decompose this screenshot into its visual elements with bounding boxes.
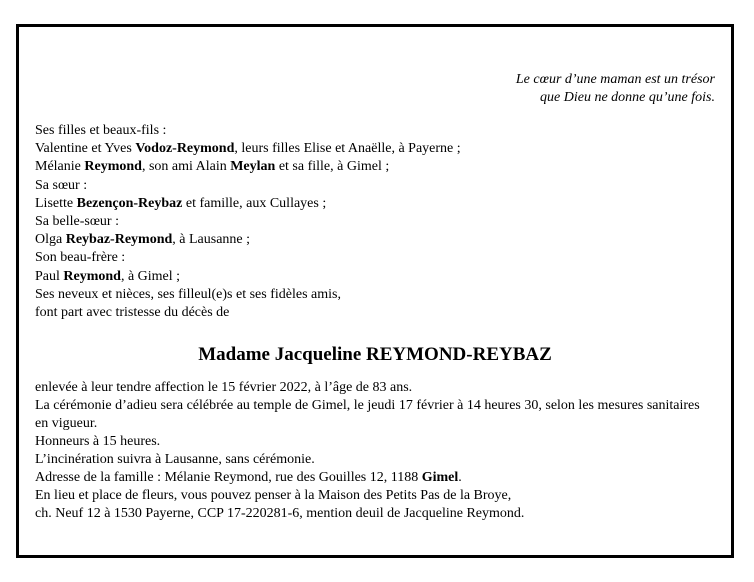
- surname: Vodoz-Reymond: [135, 141, 235, 157]
- details-line: L’incinération suivra à Lausanne, sans cérémonie.: [35, 452, 315, 467]
- text: Olga: [35, 232, 66, 248]
- family-announcement: [35, 122, 461, 322]
- ceremony-details: [35, 379, 715, 523]
- family-line: Sa belle-sœur :: [35, 214, 119, 230]
- text: et famille, aux Cullayes ;: [182, 195, 327, 211]
- surname: Reymond: [84, 159, 142, 175]
- family-line: Son beau-frère :: [35, 250, 126, 266]
- family-line: Ses filles et beaux-fils :: [35, 123, 167, 138]
- surname: Reymond: [63, 268, 121, 284]
- details-line: En lieu et place de fleurs, vous pouvez penser à la Maison des Petits Pas de la Broye,: [35, 488, 512, 503]
- text: Paul: [35, 268, 64, 284]
- text: Mélanie: [35, 159, 85, 175]
- family-line: [35, 195, 461, 213]
- details-line: enlevée à leur tendre affection le 15 février 2022, à l’âge de 83 ans.: [35, 380, 413, 395]
- epigraph-line-1: Le cœur d’une maman est un trésor: [515, 72, 715, 87]
- epigraph-quote: [516, 71, 715, 107]
- text: , à Lausanne ;: [172, 232, 251, 248]
- details-line: La cérémonie d’adieu sera célébrée au temple de Gimel, le jeudi 17 février à 14 heures 30, selon les mesures sanitaires en vigueur.: [35, 398, 700, 431]
- surname: Reybaz-Reymond: [65, 232, 173, 248]
- family-line: Sa sœur :: [35, 177, 88, 193]
- family-line: [35, 158, 461, 176]
- surname: Meylan: [230, 159, 276, 175]
- surname: Bezençon-Reybaz: [76, 195, 183, 211]
- text: , à Gimel ;: [120, 268, 181, 284]
- family-line: [35, 231, 461, 249]
- text: Valentine et Yves: [35, 141, 136, 157]
- details-line: Honneurs à 15 heures.: [35, 434, 161, 449]
- details-line: [35, 469, 715, 487]
- text: et sa fille, à Gimel ;: [275, 159, 390, 175]
- family-line: Ses neveux et nièces, ses filleul(e)s et ses fidèles amis,: [35, 286, 341, 302]
- family-line: [35, 140, 461, 158]
- text: .: [458, 470, 462, 485]
- deceased-name: Madame Jacqueline REYMOND-REYBAZ: [198, 344, 552, 365]
- family-line: font part avec tristesse du décès de: [35, 305, 230, 321]
- text: , son ami Alain: [141, 159, 231, 175]
- details-line: ch. Neuf 12 à 1530 Payerne, CCP 17-220281-6, mention deuil de Jacqueline Reymond.: [35, 506, 525, 521]
- family-line: [35, 268, 461, 286]
- place-name: Gimel: [421, 470, 459, 485]
- epigraph-line-2: que Dieu ne donne qu’une fois.: [540, 90, 715, 105]
- text: Lisette: [35, 195, 77, 211]
- obituary-frame: [16, 24, 734, 558]
- text: Adresse de la famille : Mélanie Reymond, rue des Gouilles 12, 1188: [35, 470, 422, 485]
- text: , leurs filles Elise et Anaëlle, à Payerne ;: [234, 141, 461, 157]
